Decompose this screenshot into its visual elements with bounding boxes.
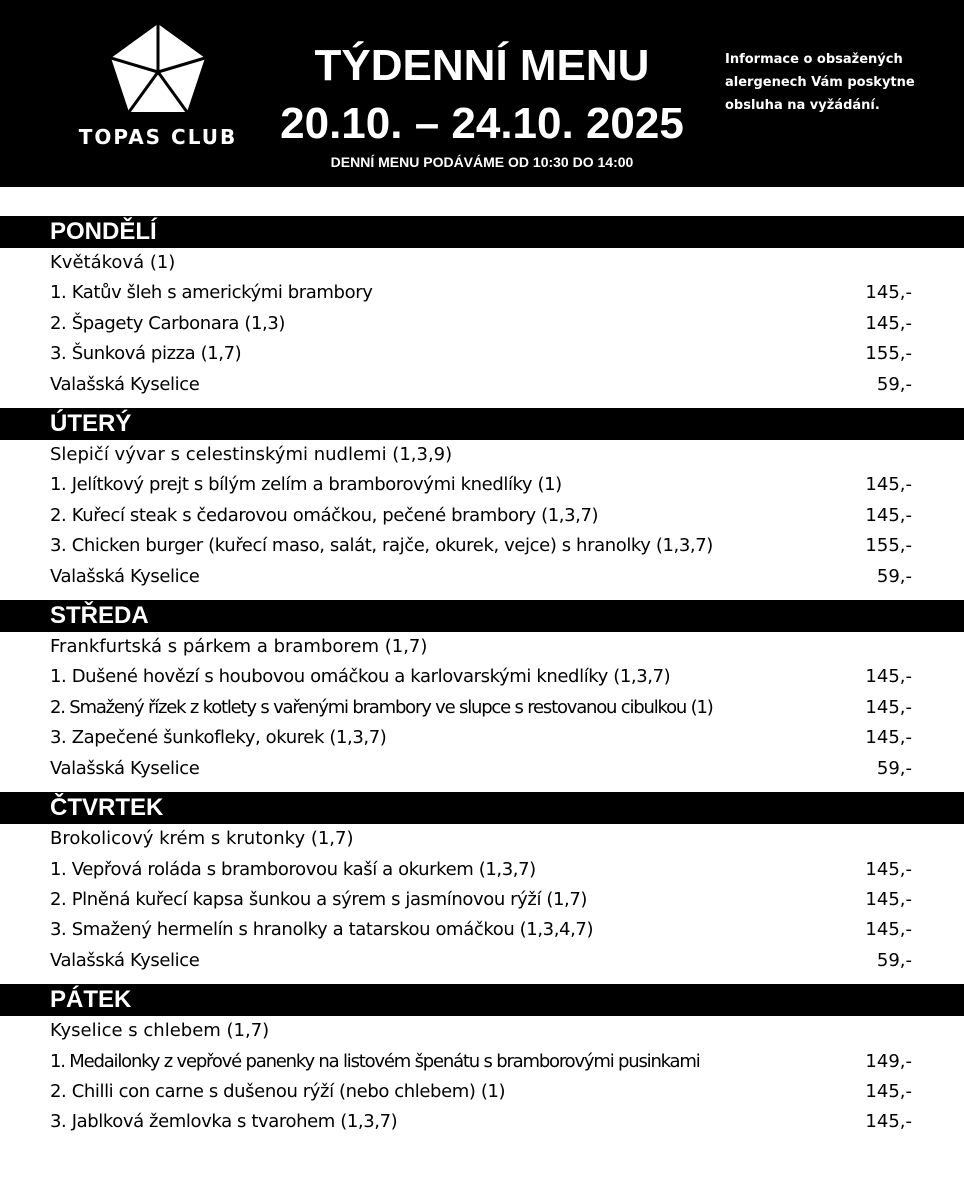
menu-item [0,531,964,561]
dish-name: Valašská Kyselice [50,757,200,779]
day-section-thursday [0,792,964,976]
dish-price: 145,- [865,888,912,910]
day-header: ČTVRTEK [0,792,964,824]
menu-item [0,339,964,369]
dish-price: 145,- [865,1080,912,1102]
day-header: STŘEDA [0,600,964,632]
dish-price: 145,- [865,858,912,880]
dish-price: 59,- [876,373,912,395]
dish-price: 145,- [865,474,912,496]
weekly-menu [0,216,964,1146]
dish-name: 2. Plněná kuřecí kapsa šunkou a sýrem s jasmínovou rýží (1,7) [50,888,588,910]
menu-item [0,1077,964,1107]
dish-name: Valašská Kyselice [50,373,200,395]
dish-name: 3. Chicken burger (kuřecí maso, salát, rajče, okurek, vejce) s hranolky (1,3,7) [50,535,713,557]
day-section-monday [0,216,964,400]
soup-line: Květáková (1) [50,252,176,273]
day-section-wednesday [0,600,964,784]
menu-header [0,0,964,187]
menu-item [0,309,964,339]
dish-name: 3. Jablková žemlovka s tvarohem (1,3,7) [50,1111,398,1133]
soup-line: Frankfurtská s párkem a bramborem (1,7) [50,636,428,658]
soup-line: Kyselice s chlebem (1,7) [50,1020,270,1042]
menu-item [0,470,964,500]
dish-price: 59,- [876,757,912,779]
soup-line: Slepičí vývar s celestinskými nudlemi (1,3,9) [50,444,453,466]
menu-item [0,1047,964,1077]
dish-price: 145,- [865,696,912,718]
menu-item [0,915,964,945]
dish-name: 1. Medailonky z vepřové panenky na listovém špenátu s bramborovými pusinkami [50,1050,700,1072]
dish-price: 145,- [865,504,912,526]
dish-price: 145,- [865,1111,912,1133]
page-title: TÝDENNÍ MENU [314,41,650,90]
day-header: ÚTERÝ [0,408,964,440]
dish-name: 2. Smažený řízek z kotlety s vařenými brambory ve slupce s restovanou cibulkou (1) [50,696,713,718]
dish-name: 2. Špagety Carbonara (1,3) [50,312,286,334]
menu-item [0,1107,964,1137]
menu-item [0,693,964,723]
dish-name: 2. Chilli con carne s dušenou rýží (nebo chlebem) (1) [50,1080,506,1102]
pentagon-star-logo-icon [108,22,208,114]
dish-name: 2. Kuřecí steak s čedarovou omáčkou, pečené brambory (1,3,7) [50,504,599,526]
dish-price: 145,- [865,666,912,688]
dish-name: 3. Smažený hermelín s hranolky a tatarskou omáčkou (1,3,4,7) [50,919,594,941]
dish-name: 3. Zapečené šunkofleky, okurek (1,3,7) [50,727,387,749]
menu-item [0,754,964,784]
dish-price: 149,- [865,1050,912,1072]
dish-name: Valašská Kyselice [50,565,200,587]
dish-price: 155,- [865,343,912,365]
allergen-note: Informace o obsažených alergenech Vám poskytne obsluha na vyžádání. [725,52,915,113]
menu-item [0,562,964,592]
dish-name: 3. Šunková pizza (1,7) [50,343,242,365]
dish-price: 59,- [876,949,912,971]
dish-price: 145,- [865,312,912,334]
dish-name: 1. Vepřová roláda s bramborovou kaší a okurkem (1,3,7) [50,858,536,880]
menu-item [0,501,964,531]
day-header: PÁTEK [0,984,964,1016]
soup-line: Brokolicový krém s krutonky (1,7) [50,828,354,850]
menu-item [0,885,964,915]
dish-name: 1. Katův šleh s americkými brambory [50,282,373,304]
dish-name: 1. Jelítkový prejt s bílým zelím a bramborovými knedlíky (1) [50,474,562,496]
brand-name: TOPAS CLUB [78,125,238,149]
dish-price: 145,- [865,919,912,941]
serving-hours: DENNÍ MENU PODÁVÁME OD 10:30 DO 14:00 [330,154,634,170]
menu-item [0,946,964,976]
dish-name: Valašská Kyselice [50,949,200,971]
menu-item [0,370,964,400]
menu-item [0,855,964,885]
menu-item [0,278,964,308]
dish-price: 145,- [865,727,912,749]
day-section-tuesday [0,408,964,592]
menu-item [0,662,964,692]
dish-price: 155,- [865,535,912,557]
day-header: PONDĚLÍ [0,216,964,248]
menu-item [0,723,964,753]
day-section-friday [0,984,964,1138]
dish-price: 59,- [876,565,912,587]
dish-name: 1. Dušené hovězí s houbovou omáčkou a karlovarskými knedlíky (1,3,7) [50,666,671,688]
dish-price: 145,- [865,282,912,304]
date-range: 20.10. – 24.10. 2025 [280,99,684,148]
